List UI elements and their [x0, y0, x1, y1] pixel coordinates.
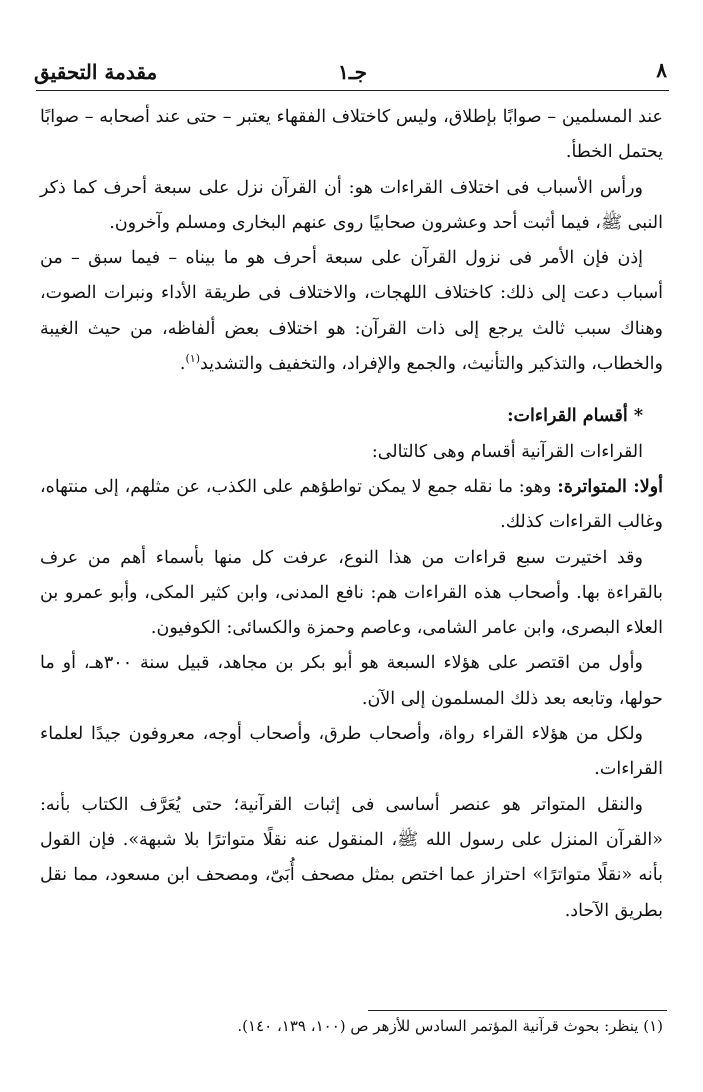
footnote-reference: (١): [185, 352, 200, 366]
section-heading: * أقسام القراءات:: [507, 406, 643, 427]
paragraph-3: [40, 241, 663, 382]
header-volume: جـ١: [338, 60, 367, 84]
paragraph-5: [40, 470, 663, 541]
main-text: [40, 100, 663, 929]
running-header: [34, 52, 671, 88]
header-divider: [36, 90, 669, 91]
paragraph-4: القراءات القرآنية أقسام وهى كالتالى:: [371, 441, 643, 462]
paragraph-3-text: إذن فإن الأمر فى نزول القرآن على سبعة أحرف هو ما بيناه – فيما سبق – من أسباب دعت إلى ذلك: كاختلاف اللهجات، والاختلاف فى طريقة الأداء ونبرات الصوت، وهناك سبب ثالث يرجع إلى ذات القرآن: هو اختلاف بعض ألفاظه، من حيث الغيبة والخطاب، والتذكير والتأنيث، والجمع والإفراد، والتخفيف والتشديد: [40, 248, 663, 375]
paragraph-6: وقد اختيرت سبع قراءات من هذا النوع، عرفت كل منها بأسماء أهم من عرف بالقراءة بها. وأصحاب هذه القراءات هم: نافع المدنى، وابن كثير المكى، وأبو عمرو بن العلاء البصرى، وابن عامر الشامى، وعاصم وحمزة والكسائى: الكوفيون.: [40, 547, 663, 639]
section-gap: [40, 382, 663, 399]
paragraph-1: عند المسلمين – صوابًا بإطلاق، وليس كاختلاف الفقهاء يعتبر – حتى عند أصحابه – صوابًا يحتمل الخطأ.: [40, 107, 663, 163]
paragraph-5-text: وهو: ما نقله جمع لا يمكن تواطؤهم على الكذب، عن مثلهم، إلى منتهاه، وغالب القراءات كذلك.: [40, 476, 663, 533]
footnote-divider: [368, 1010, 667, 1011]
paragraph-8: ولكل من هؤلاء القراء رواة، وأصحاب طرق، وأصحاب أوجه، معروفون جيدًا لعلماء القراءات.: [40, 724, 663, 780]
paragraph-3-end: .: [179, 354, 186, 375]
header-title: مقدمة التحقيق: [34, 60, 158, 84]
paragraph-7: وأول من اقتصر على هؤلاء السبعة هو أبو بكر بن مجاهد، قبيل سنة ٣٠٠هـ، أو ما حولها، وتابعه بعد ذلك المسلمون إلى الآن.: [40, 653, 663, 709]
mutawatir-label: أولا: المتواترة:: [557, 476, 663, 497]
paragraph-9: والنقل المتواتر هو عنصر أساسى فى إثبات القرآنية؛ حتى يُعَرَّف الكتاب بأنه: «القرآن المنزل على رسول الله ﷺ، المنقول عنه نقلًا متواترًا بلا شبهة». فإن القول بأنه «نقلًا متواترًا» احتراز عما اختص بمثل مصحف أُبَىّ، ومصحف ابن مسعود، مما نقل بطريق الآحاد.: [40, 794, 663, 921]
paragraph-2: ورأس الأسباب فى اختلاف القراءات هو: أن القرآن نزل على سبعة أحرف كما ذكر النبى ﷺ، فيما أثبت أحد وعشرون صحابيًا روى عنهم البخارى ومسلم وآخرون.: [40, 177, 663, 233]
footnote: (١) ينظر: بحوث قرآنية المؤتمر السادس للأزهر ص (١٠٠، ١٣٩، ١٤٠).: [237, 1017, 663, 1035]
page-number: ٨: [656, 58, 667, 82]
